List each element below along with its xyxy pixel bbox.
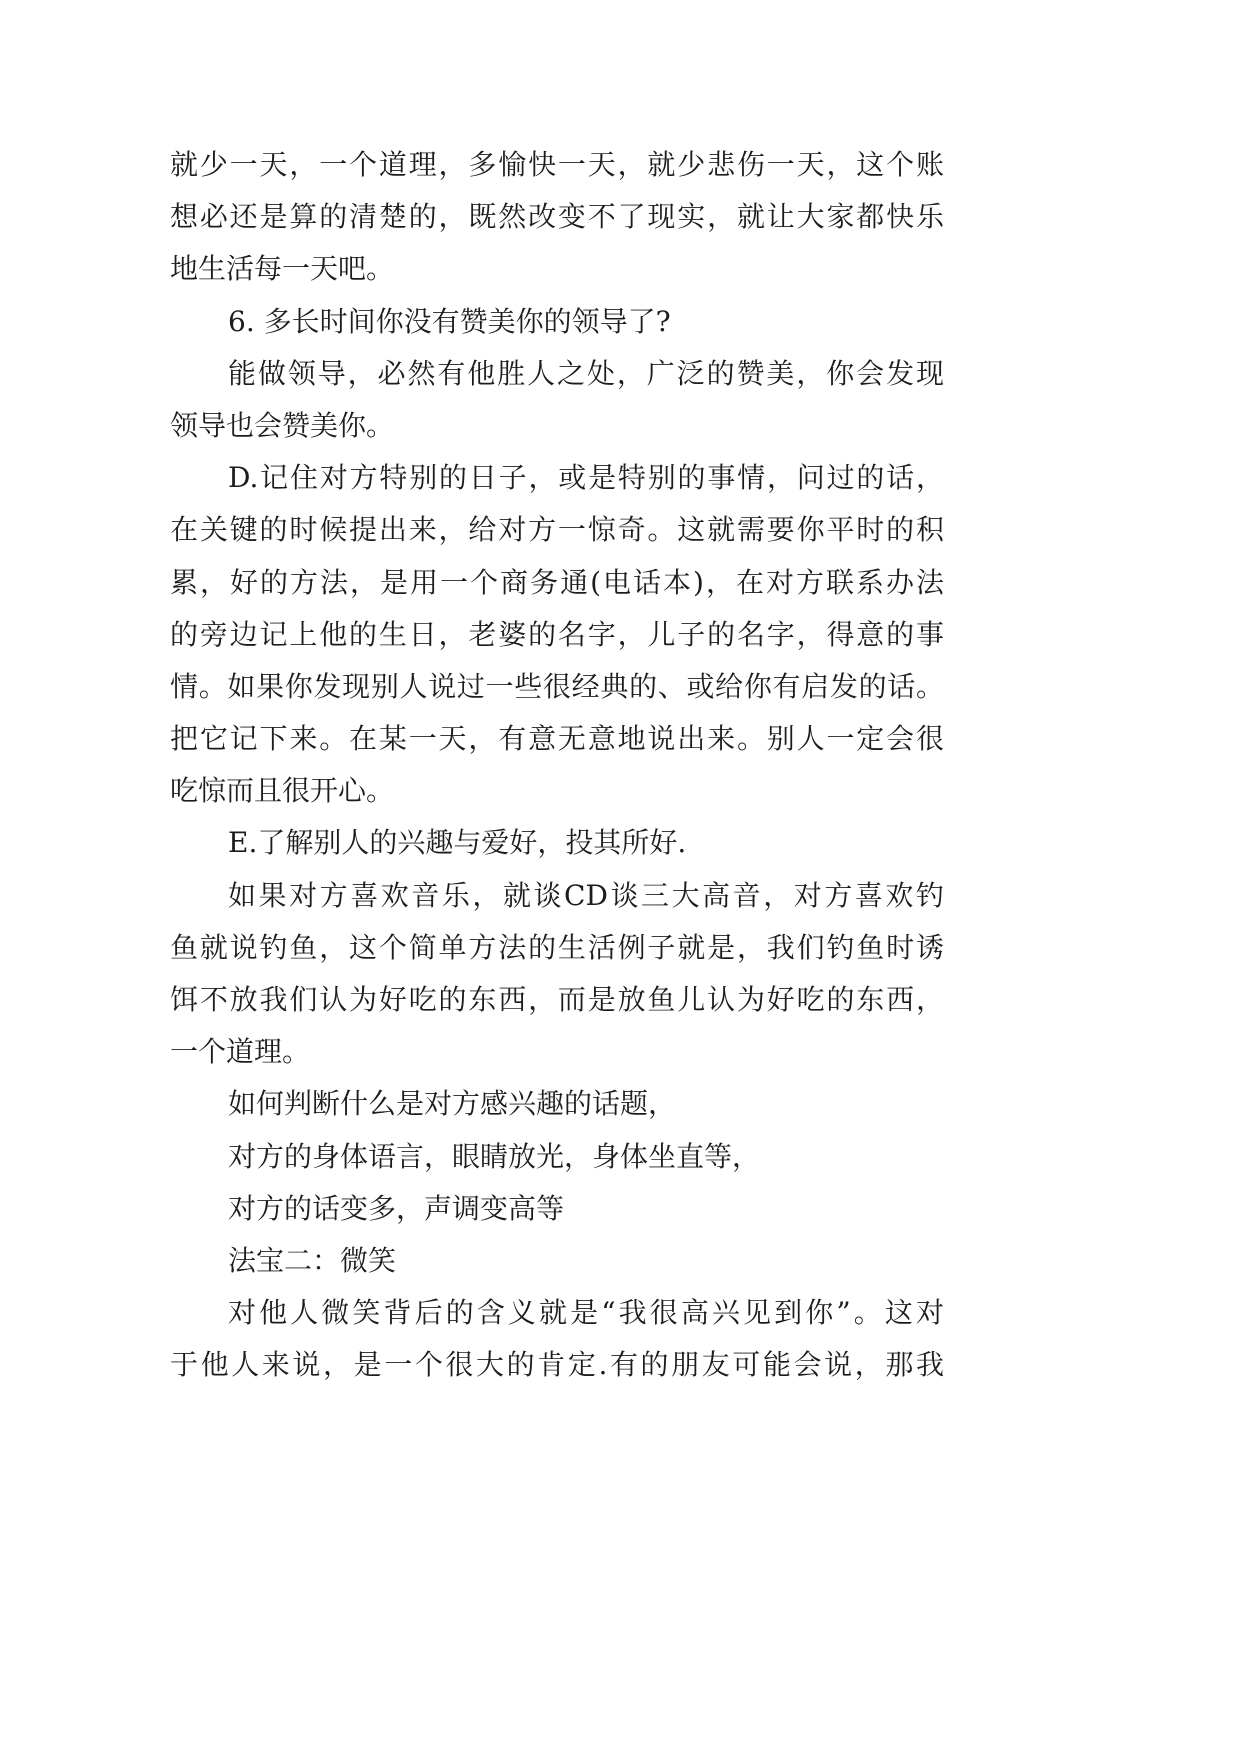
text-line: 就少一天，一个道理，多愉快一天，就少悲伤一天，这个账	[170, 148, 944, 181]
text-line: 对他人微笑背后的含义就是“我很高兴见到你”。这对	[228, 1296, 944, 1330]
text-line: E.了解别人的兴趣与爱好，投其所好.	[228, 826, 687, 860]
paragraph	[170, 139, 944, 296]
paragraph	[170, 1078, 944, 1130]
paragraph	[170, 348, 944, 452]
paragraph-question-6	[170, 296, 944, 348]
paragraph-item-d	[170, 452, 944, 817]
text-line: 如何判断什么是对方感兴趣的话题，	[228, 1087, 677, 1121]
text-line: 于他人来说，是一个很大的肯定.有的朋友可能会说，那我	[170, 1348, 944, 1382]
text-line: 对方的话变多，声调变高等	[228, 1191, 565, 1225]
text-line: 法宝二：微笑	[228, 1243, 397, 1277]
text-line: 想必还是算的清楚的，既然改变不了现实，就让大家都快乐	[170, 200, 944, 234]
paragraph	[170, 870, 944, 1079]
text-line: 一个道理。	[170, 1035, 311, 1069]
paragraph-item-e	[170, 817, 944, 869]
paragraph	[170, 1131, 944, 1183]
document-body	[170, 139, 944, 1392]
text-line: 吃惊而且很开心。	[170, 774, 395, 808]
text-line: 累，好的方法，是用一个商务通(电话本)，在对方联系办法	[170, 565, 944, 599]
text-line: 6. 多长时间你没有赞美你的领导了?	[228, 304, 671, 338]
text-line: 对方的身体语言，眼睛放光，身体坐直等，	[228, 1139, 761, 1173]
text-line: 鱼就说钓鱼，这个简单方法的生活例子就是，我们钓鱼时诱	[170, 930, 944, 964]
text-line: 在关键的时候提出来，给对方一惊奇。这就需要你平时的积	[170, 513, 944, 547]
text-line: D.记住对方特别的日子，或是特别的事情，问过的话，	[228, 461, 944, 495]
text-line: 情。如果你发现别人说过一些很经典的、或给你有启发的话。	[170, 669, 944, 703]
text-line: 把它记下来。在某一天，有意无意地说出来。别人一定会很	[170, 722, 944, 756]
text-line: 能做领导，必然有他胜人之处，广泛的赞美，你会发现	[228, 356, 944, 390]
section-heading	[170, 1235, 944, 1287]
text-line: 地生活每一天吧。	[170, 252, 395, 286]
paragraph	[170, 1287, 944, 1391]
text-line: 领导也会赞美你。	[170, 408, 395, 442]
paragraph	[170, 1183, 944, 1235]
text-line: 如果对方喜欢音乐，就谈CD谈三大高音，对方喜欢钓	[228, 878, 944, 912]
text-line: 的旁边记上他的生日，老婆的名字，儿子的名字，得意的事	[170, 617, 944, 651]
text-line: 饵不放我们认为好吃的东西，而是放鱼儿认为好吃的东西，	[170, 983, 944, 1016]
